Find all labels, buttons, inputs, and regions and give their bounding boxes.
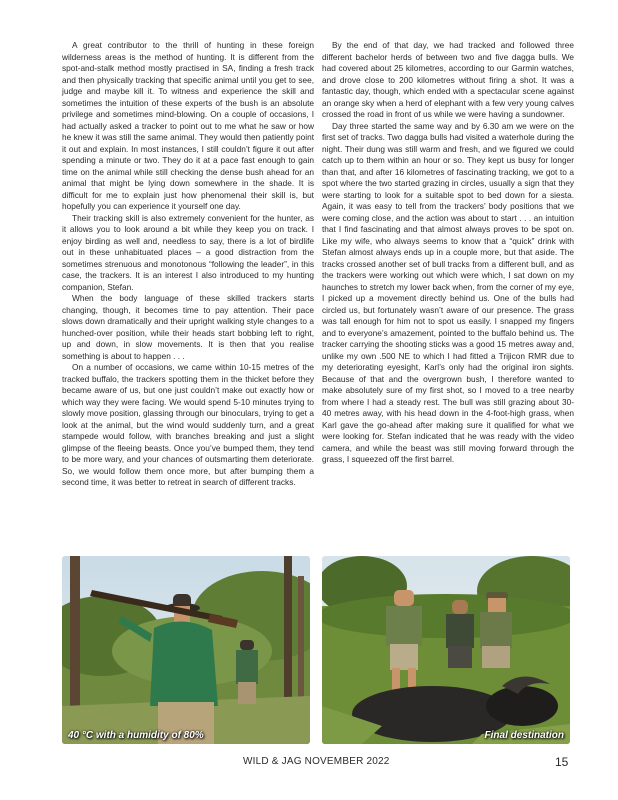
paragraph: Their tracking skill is also extremely convenient for the hunter, as it allows you to look around a bit while they keep you on track. I enjoy birding as well and, needless to say, there is a lot of birdlife out in these unhabituated places – a good distraction from the sometimes strenuous and monotonous “following the leader”, in this case, the trackers. It is an interest I also introduced to my hunting companion, Stefan. bbox=[62, 212, 314, 292]
photo-caption: Final destination bbox=[484, 730, 564, 741]
paragraph: On a number of occasions, we came within 10-15 metres of the tracked buffalo, the trackers spotting them in the thicket before they became aware of us, but one just couldn’t make out exactly how or which way they were facing. We would spend 5-10 minutes trying to slowly move position, glassing through our binoculars, trying to get a look at the animal, but the wind would suddenly turn, and a great stampede would follow, with branches breaking and just a slight glimpse of the fleeing beasts. Once you’ve bumped them, they tend to be more wary, and your chances of outsmarting them deteriorate. So, we would follow them once more, but after bumping them a second time, it was better to retreat in search of different tracks. bbox=[62, 362, 314, 487]
article-column-left bbox=[62, 40, 314, 489]
paragraph: Day three started the same way and by 6.30 am we were on the first set of tracks. Two dagga bulls had visited a waterhole during the night. Their dung was still warm and fresh, and we figured we could catch up to them within an hour or so. They kept us busy for longer than that, and after 16 kilometres of fascinating tracking, we got to a spot where the two started grazing in circles, usually a sign that they were starting to look for a suitable spot to bed down for a siesta. Again, it was easy to tell from the trackers’ body positions that we were coming close, and the action was about to start . . . an intuition that I find fascinating and that almost always proves to be spot on. Like my wife, who always seems to know that a “quick” drink with Stefan almost always ends up in a couple more, but that aside. The tracks crossed another set of bull tracks from a different bull, and as the trackers were working out which were which, I sat down on my haunches to stretch my lower back when, from the corner of my eye, I picked up a movement directly behind us. One of the bulls had circled us, but fortunately wasn’t aware of our presence. The grass was tall enough for him not to spot us easily. I snapped my fingers and to everyone’s amazement, pointed to the buffalo behind us. The tracker carrying the shooting sticks was a good 15 metres away and, unlike my own .500 NE to which I had fitted a Trijicon RMR due to my deteriorating eyesight, Karl’s only had the original iron sights. Because of that and the overgrown bush, I therefore wanted to make absolutely sure of my first shot, so I moved to a tree nearby from where I had a steady rest. The bull was still grazing about 30-40 metres away, with his head down in the 4-foot-high grass, when Karl gave the go-ahead after making sure it qualified for what we were looking for. Stefan indicated that he was ready with the video camera, and while the beast was still moving forward through the grass, I squeezed off the first barrel. bbox=[322, 120, 574, 464]
photo-caption: 40 °C with a humidity of 80% bbox=[68, 730, 204, 741]
page-number: 15 bbox=[555, 755, 569, 769]
paragraph: A great contributor to the thrill of hunting in these foreign wilderness areas is the method of hunting. It is different from the spot-and-stalk method mostly practised in SA, finding a fresh track and then physically tracking that specific animal until you get to see, judge and maybe kill it. To witness and experience the skill and sometimes the intuition of these experts of the bush is an absolute privilege and sometimes mind-blowing. On a couple of occasions, I had actually asked a tracker to point out to me what he saw or how he knew it was still the same animal. They would then patiently point it out and explain. In most instances, I still couldn’t figure it out after spending a minute or two. They do it at a pace fast enough to gain time on the animal while still checking the dense bush ahead for an animal that might be lying down somewhere in the shade. It is difficult for me to explain just how phenomenal their skill is, but hopefully you can experience it yourself one day. bbox=[62, 40, 314, 211]
hunting-photo-trackers bbox=[62, 556, 310, 744]
article-column-right bbox=[322, 40, 574, 466]
paragraph: When the body language of these skilled trackers starts changing, though, it becomes time to pay attention. Their pace slows down dramatically and their upright walking style changes to a hunched-over position, while their heads start bobbing left to right, up and down, in slow movements. It is then that you realise something is about to happen . . . bbox=[62, 293, 314, 361]
paragraph: By the end of that day, we had tracked and followed three different bachelor herds of between two and five dagga bulls. We had covered about 25 kilometres, according to our Garmin watches, and drove close to 200 kilometres without firing a shot. It was a fantastic day, though, which ended with a spectacular scene against an orange sky when a herd of elephant with a few very young calves crossed the road in front of us while we were having a sundowner. bbox=[322, 40, 574, 119]
hunting-photo-final bbox=[322, 556, 570, 744]
photo-illustration bbox=[322, 556, 570, 744]
magazine-issue: WILD & JAG NOVEMBER 2022 bbox=[243, 756, 390, 767]
photo-illustration bbox=[62, 556, 310, 744]
